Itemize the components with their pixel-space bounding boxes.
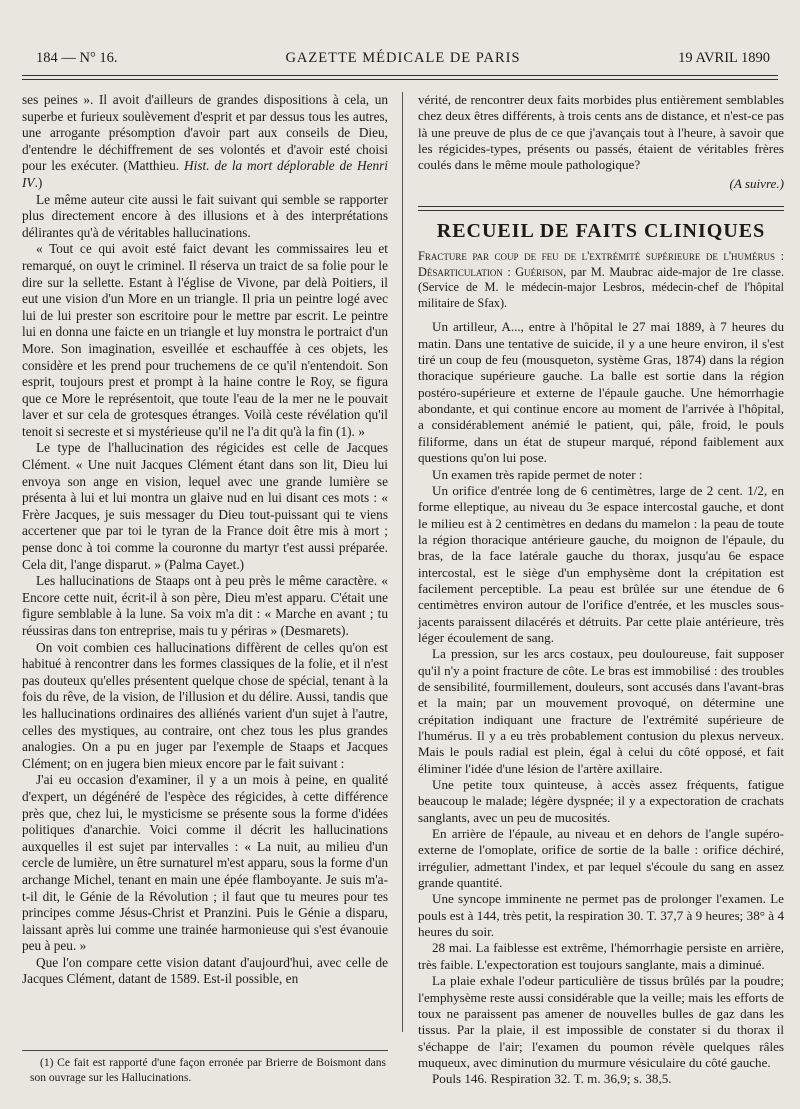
- paragraph: 28 mai. La faiblesse est extrême, l'hémorrhagie persiste en arrière, très faible. L'expectoration est toujours sanglante, mais a diminué.: [418, 940, 784, 972]
- paragraph: Le type de l'hallucination des régicides est celle de Jacques Clément. « Une nuit Jacques Clément étant dans son lit, Dieu lui envoya son ange en vision, lequel avec une grande lumière se présenta à lui et lui montra un glaive nud en lui disant ces mots : « Frère Jacques, je suis messager du Dieu tout-puissant qui te viens accertener que par toi le tyran de la France doit être mis à mort ; pense donc à toi comme la couronne du martyr t'est aussi préparée. Cela dit, l'ange disparut. » (Palma Cayet.): [22, 440, 388, 572]
- paragraph: ses peines ». Il avoit d'ailleurs de grandes dispositions à cela, un superbe et furieux soulèvement d'esprit et par dessus tous les autres, une arrogante présomption d'avoir part aux conseils de Dieu, d'entendre le déchiffrement de ses volontés et d'avoir esté choisi pour les exécuter. (Matthieu. Hist. de la mort déplorable de Henri IV.): [22, 92, 388, 190]
- paragraph: Le même auteur cite aussi le fait suivant qui semble se rapporter plus directement encore à des illusions et à des interprétations délirantes qu'à de véritables hallucinations.: [22, 191, 388, 240]
- paragraph: La plaie exhale l'odeur particulière de tissus brûlés par la poudre; l'emphysème reste aussi considérable que la veille; mais les efforts de toux ne paraissent pas amener de nouvelles bulles de gaz dans les tissus. Par la plaie, il est impossible de constater si du thorax il s'échappe de l'air; l'examen du poumon révèle quelques râles muqueux, avec diminution du murmure vésiculaire du côté gauche.: [418, 973, 784, 1070]
- paragraph: « Tout ce qui avoit esté faict devant les commissaires leu et remarqué, on ouyt le criminel. Il réserva un traict de sa folie pour le dire sur la sellette. Estant à l'église de Vivone, par delà Poitiers, il eut une vision d'un More en un triangle. Il pria un peintre logé avec lui de lui prester son escritoire pour le mettre par escrit. Le peintre lui en donna une faicte en un triangle et luy monstra le portraict d'un More. Son imagination, esveillée et eschauffée à ces objets, les considère et les prend pour truchemens de ce qu'il n'entendoit. Son esprit, toujours prest et prompt à la haine contre le Roy, se figura que ce More le représentoit, que toute l'eau de la mer ne le pouvait laver et sur cela de grotesques étranges. Voilà ceste révélation qu'il tenoit si secreste et si mystérieuse qu'il ne l'a dit qu'à la fin (1). »: [22, 241, 388, 439]
- section-rule-secondary: [418, 210, 784, 211]
- footnote: [30, 1056, 386, 1085]
- page-number: 184 — N° 16.: [36, 50, 118, 66]
- paragraph: Une syncope imminente ne permet pas de prolonger l'examen. Le pouls est à 144, très petit, la respiration 30. T. 37,7 à 9 heures; 38° à 4 heures du soir.: [418, 891, 784, 940]
- article-heading: Fracture par coup de feu de l'extrémité supérieure de l'humérus : Désarticulation : Guérison, par M. Maubrac aide-major de 1re classe. (Service de M. le médecin-major Lesbros, médecin-chef de l'hôpital militaire de Sfax).: [418, 249, 785, 310]
- footnote-text: (1) Ce fait est rapporté d'une façon erronée par Brierre de Boismont dans son ouvrage sur les Hallucinations.: [30, 1057, 386, 1084]
- footnote-rule: [22, 1050, 388, 1051]
- left-column: [22, 92, 388, 988]
- paragraph: Un artilleur, A..., entre à l'hôpital le 27 mai 1889, à 7 heures du matin. Dans une tentative de suicide, il y a une heure environ, il s'est tiré un coup de feu (mousqueton, système Gras, 1874) dans la région thoracique supérieure gauche. La balle est sortie dans la région postéro-supérieure et externe de l'épaule gauche. Une hémorrhagie abondante, et qui continue encore au moment de l'arrivée à l'hôpital, a considérablement anémié le patient, qui, pâle, froid, le pouls filiforme, dans un état de stupeur marqué, répond faiblement aux questions qu'on lui pose.: [418, 319, 784, 466]
- to-be-continued: (A suivre.): [729, 175, 784, 191]
- paragraph: Que l'on compare cette vision datant d'aujourd'hui, avec celle de Jacques Clément, datant de 1589. Est-il possible, en: [22, 954, 388, 987]
- header-rule-secondary: [22, 79, 778, 80]
- paragraph: Les hallucinations de Staaps ont à peu près le même caractère. « Encore cette nuit, écrit-il à son père, Dieu m'est apparu. C'était une figure semblable à la lune. Sa voix m'a dit : « Marche en avant ; tu réussiras dans ton entreprise, mais tu y périras » (Desmarets).: [22, 573, 388, 638]
- paragraph: On voit combien ces hallucinations diffèrent de celles qu'on est habitué à rencontrer dans les formes classiques de la folie, et il n'est pas douteux qu'elles présentent quelque chose de spécial, tenant à la fois du rêve, de la vision, de l'illusion et du délire. Aussi, tandis que les hallucinations ordinaires des alliénés varient d'un sujet à l'autre, celles des mystiques, au contraire, ont chez tous les plus grandes analogies. On a pu en juger par l'exemple de Staaps et Jacques Clément; on en jugera bien mieux encore par le fait suivant :: [22, 639, 388, 771]
- paragraph: Un orifice d'entrée long de 6 centimètres, large de 2 cent. 1/2, en forme elleptique, au niveau du 3e espace intercostal gauche, et dont le milieu est à 2 centimètres en dedans du mamelon : la peau de toute la région thoracique antérieure gauche, du moignon de l'épaule, du bras, de la face latérale gauche du thorax, jusqu'au 6e espace intercostal, est le siège d'un emphysème dont la crépitation est facilement perceptible. La peau est brûlée sur une étendue de 6 centimètres environ autour de l'orifice d'entrée, et les muscles sous-jacents paraissent dilacérés et détruits. Par cette plaie antérieure, très léger écoulement de sang.: [418, 482, 784, 645]
- column-divider: [402, 92, 403, 1032]
- paragraph: La pression, sur les arcs costaux, peu douloureuse, fait supposer qu'il n'y a point fracture de côte. Le bras est immobilisé : des troubles de sensibilité, fourmillement, douleurs, sont accusés dans l'avant-bras et la main; par un mouvement provoqué, on détermine une crépitation indiquant une fracture de l'extrémité supérieure de l'humérus. Il y a eu très probablement contusion du plexus nerveux. Mais le pouls radial est plein, égal à celui du côté opposé, et fait éliminer l'idée d'une lésion de l'artère axillaire.: [418, 646, 784, 776]
- issue-date: 19 AVRIL 1890: [678, 50, 770, 66]
- journal-title: GAZETTE MÉDICALE DE PARIS: [285, 50, 521, 66]
- paragraph: J'ai eu occasion d'examiner, il y a un mois à peine, en qualité d'expert, un dégénéré de l'espèce des régicides, à cette différence près que, chez lui, le mysticisme se présente sous la forme d'idées politiques d'anarchie. Voici comme il décrit les hallucinations auxquelles il est sujet par intervalles : « La nuit, au milieu d'un cercle de lumière, un être surnaturel m'est apparu, sous la forme d'un archange Michel, tenant en main une épée flamboyante. Je suis m'a-t-il dit, le Génie de la Révolution ; il faut que tu meures pour tes principes comme Jésus-Christ et Pranzini. Puis le Génie a disparu, laissant après lui comme une trainée harmonieuse qui s'est évanouie peu à peu. »: [22, 772, 388, 954]
- paragraph: Un examen très rapide permet de noter :: [432, 466, 643, 482]
- citation: Hist. de la mort déplorable de Henri IV: [22, 158, 388, 190]
- section-title: RECUEIL DE FAITS CLINIQUES: [436, 220, 766, 243]
- paragraph: vérité, de rencontrer deux faits morbides plus entièrement semblables chez deux êtres différents, à trois cents ans de distance, et n'est-ce pas là une preuve de plus de ce que j'avançais tout à l'heure, à savoir que les régicides-types, présents ou passés, étaient de véritables frères coulés dans le même moule pathologique?: [418, 92, 784, 173]
- paragraph: Une petite toux quinteuse, à accès assez fréquents, fatigue beaucoup le malade; légère dyspnée; il y a expectoration de crachats sanglants, avec un peu de mucosités.: [418, 777, 784, 825]
- page-header: [36, 50, 770, 72]
- section-rule: [418, 206, 784, 207]
- right-column: [418, 92, 784, 1088]
- paragraph: En arrière de l'épaule, au niveau et en dehors de l'angle supéro-externe de l'omoplate, orifice de sortie de la balle : orifice déchiré, irrégulier, admettant l'index, et par lequel s'écoule du sang en assez grande quantité.: [418, 826, 784, 891]
- header-rule: [22, 75, 778, 76]
- paragraph: Pouls 146. Respiration 32. T. m. 36,9; s. 38,5.: [432, 1071, 672, 1087]
